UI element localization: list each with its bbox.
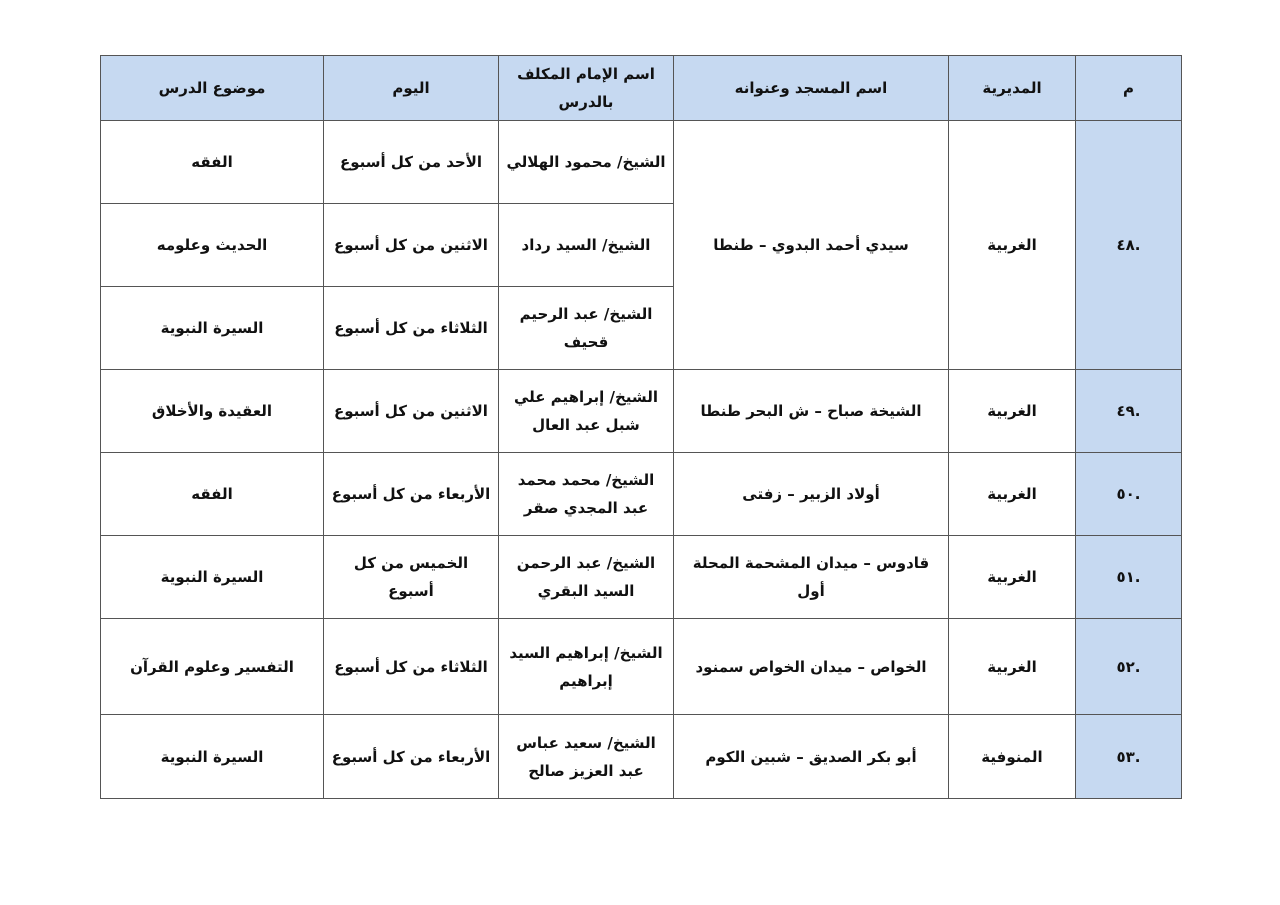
topic-cell: العقيدة والأخلاق [101, 370, 324, 453]
mosque-cell: أبو بكر الصديق – شبين الكوم [674, 715, 949, 799]
header-num: م [1076, 56, 1182, 121]
directorate-cell: الغربية [949, 121, 1076, 370]
table-row [101, 715, 1182, 799]
day-cell: الثلاثاء من كل أسبوع [324, 287, 499, 370]
directorate-cell: الغربية [949, 370, 1076, 453]
imam-cell: الشيخ/ عبد الرحيم قحيف [499, 287, 674, 370]
table-row [101, 121, 1182, 204]
row-number: .٤٨ [1076, 121, 1182, 370]
directorate-cell: الغربية [949, 619, 1076, 715]
topic-cell: الحديث وعلومه [101, 204, 324, 287]
header-imam: اسم الإمام المكلف بالدرس [499, 56, 674, 121]
imam-cell: الشيخ/ إبراهيم السيد إبراهيم [499, 619, 674, 715]
table-header-row [101, 56, 1182, 121]
day-cell: الأربعاء من كل أسبوع [324, 715, 499, 799]
topic-cell: الفقه [101, 453, 324, 536]
imam-cell: الشيخ/ إبراهيم علي شبل عبد العال [499, 370, 674, 453]
schedule-document [100, 55, 1181, 799]
header-topic: موضوع الدرس [101, 56, 324, 121]
row-number: .٥٣ [1076, 715, 1182, 799]
table-row [101, 370, 1182, 453]
row-number: .٥١ [1076, 536, 1182, 619]
topic-cell: الفقه [101, 121, 324, 204]
directorate-cell: المنوفية [949, 715, 1076, 799]
day-cell: الخميس من كل أسبوع [324, 536, 499, 619]
topic-cell: السيرة النبوية [101, 536, 324, 619]
table-row [101, 536, 1182, 619]
imam-cell: الشيخ/ عبد الرحمن السيد البقري [499, 536, 674, 619]
imam-cell: الشيخ/ سعيد عباس عبد العزيز صالح [499, 715, 674, 799]
lessons-table [100, 55, 1182, 799]
imam-cell: الشيخ/ محمد محمد عبد المجدي صقر [499, 453, 674, 536]
mosque-cell: أولاد الزبير – زفتى [674, 453, 949, 536]
table-row [101, 453, 1182, 536]
imam-cell: الشيخ/ محمود الهلالي [499, 121, 674, 204]
mosque-cell: الشيخة صباح – ش البحر طنطا [674, 370, 949, 453]
imam-cell: الشيخ/ السيد رداد [499, 204, 674, 287]
day-cell: الأحد من كل أسبوع [324, 121, 499, 204]
directorate-cell: الغربية [949, 536, 1076, 619]
header-day: اليوم [324, 56, 499, 121]
mosque-cell: الخواص – ميدان الخواص سمنود [674, 619, 949, 715]
row-number: .٤٩ [1076, 370, 1182, 453]
mosque-cell: سيدي أحمد البدوي – طنطا [674, 121, 949, 370]
header-mosque: اسم المسجد وعنوانه [674, 56, 949, 121]
topic-cell: السيرة النبوية [101, 287, 324, 370]
day-cell: الثلاثاء من كل أسبوع [324, 619, 499, 715]
header-directorate: المديرية [949, 56, 1076, 121]
row-number: .٥٢ [1076, 619, 1182, 715]
topic-cell: التفسير وعلوم القرآن [101, 619, 324, 715]
row-number: .٥٠ [1076, 453, 1182, 536]
topic-cell: السيرة النبوية [101, 715, 324, 799]
day-cell: الأربعاء من كل أسبوع [324, 453, 499, 536]
directorate-cell: الغربية [949, 453, 1076, 536]
day-cell: الاثنين من كل أسبوع [324, 370, 499, 453]
day-cell: الاثنين من كل أسبوع [324, 204, 499, 287]
table-row [101, 619, 1182, 715]
mosque-cell: قادوس – ميدان المشحمة المحلة أول [674, 536, 949, 619]
